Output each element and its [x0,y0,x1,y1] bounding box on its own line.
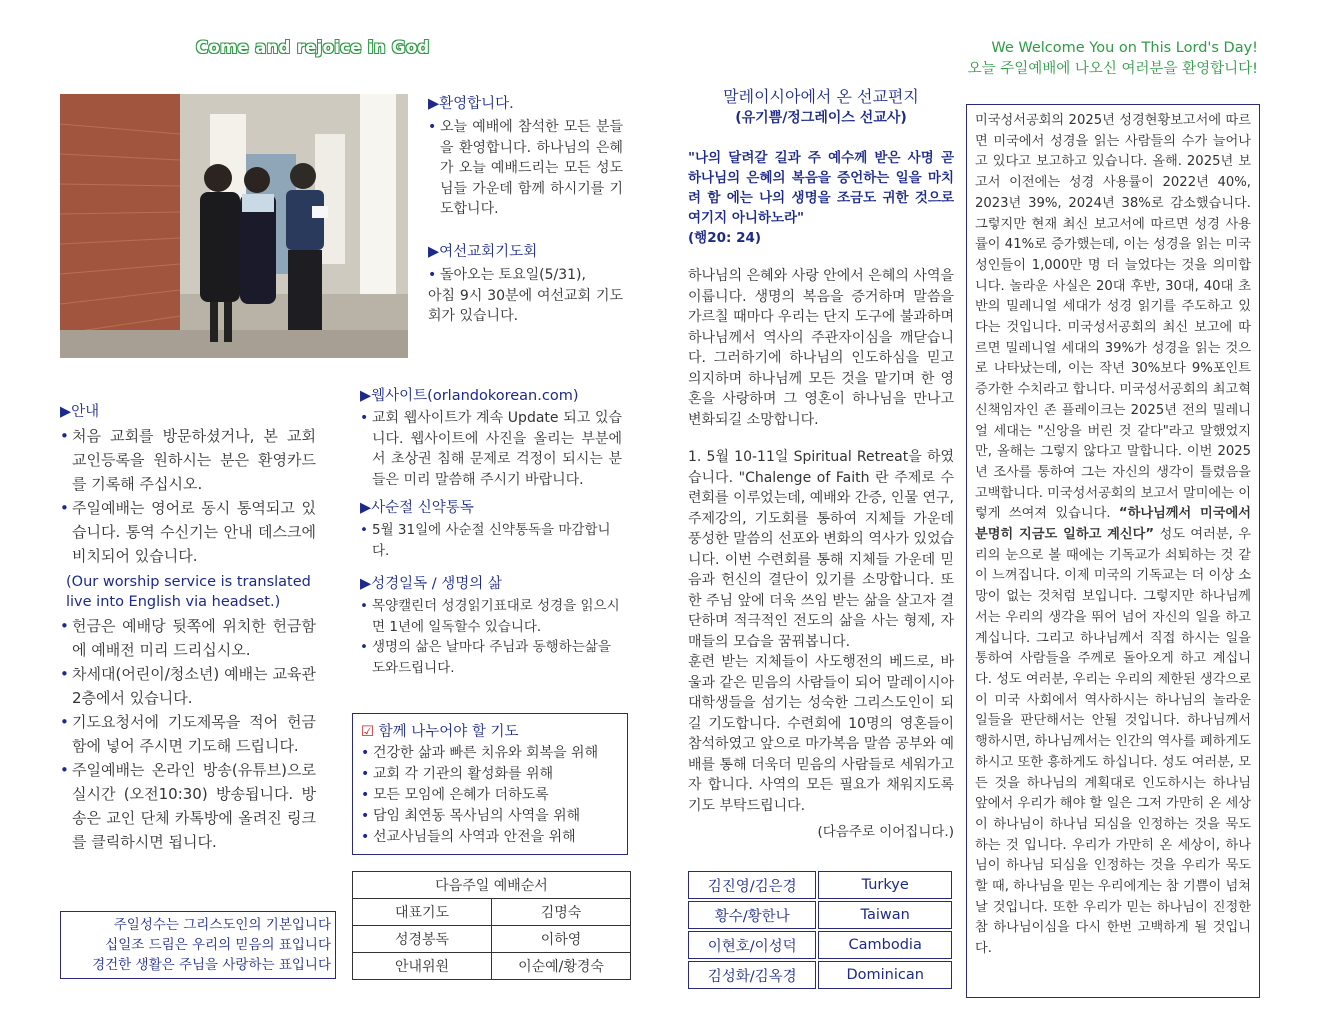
welcome-title: ▶환영합니다. [428,96,514,112]
notice-item: • 헌금은 예배당 뒷쪽에 위치한 헌금함에 예배전 미리 드리십시오. [60,614,316,662]
church-photo-image [60,94,408,358]
prayer-item: • 교회 각 기관의 활성화를 위해 [361,764,619,785]
bible-report-text-before: 미국성서공회의 2025년 성경현황보고서에 따르면 미국에서 성경을 읽는 사람들의 수가 늘어나고 있다고 보고하고 있습니다. 올해. 2025년 보고서 이전에는 성경 사용률이 2022년 40%, 2023년 39%, 2024년 38%로 감소했습니다. 그렇지만 현재 최신 보고서에 따르면 성경 사용률이 41%로 증가했는데, 이는 성경을 읽는 미국 성인들이 1,000만 명 더 늘었다는 것을 의미합니다. 놀라운 사실은 20대 후반, 30대, 40대 초반의 밀레니얼 세대가 성경 읽기를 주도하고 있다는 것입니다. 미국성서공회의 최신 보고에 따르면 밀레니얼 세대의 39%가 성경을 읽는 것으로 나타났는데, 이는 작년 30%보다 9%포인트 증가한 수치라고 합니다. 미국성서공회의 최고혁신책임자인 존 플레이크는 2025년 전의 밀레니얼 세대는 "신앙을 버린 것 같다"라고 말했었지만, 올해는 그렇지 않다고 말합니다. 이번 2025년 조사를 통하여 그는 자신의 생각이 틀렸음을 고백합니다. 미국성서공회의 보고서 말미에는 이렇게 쓰여져 있습니다. [975,113,1251,522]
next-week-title: 다음주일 예배순서 [353,872,631,899]
table-row [353,899,631,926]
table-row [688,901,952,929]
motto-box [60,911,336,979]
motto-line: 주일성수는 그리스도인의 기본입니다 [113,917,331,933]
missionary-country: Cambodia [818,931,952,959]
notice-item: • 주일예배는 온라인 방송(유튜브)으로 실시간 (오전10:30) 방송됩니다. 방송은 교인 단체 카톡방에 올려진 링크를 클릭하시면 됩니다. [60,758,316,854]
table-row [353,953,631,980]
mission-letter-subtitle: (유기쁨/정그레이스 선교사) [735,110,907,126]
welcome-section [428,92,623,220]
next-week-name: 이순예/황경숙 [492,953,631,980]
bible-reading-title: ▶성경일독 / 생명의 삶 [360,576,502,592]
mission-letter-continued: (다음주로 이어집니다.) [817,824,954,840]
bible-reading-item: • 목양캘린더 성경읽기표대로 성경을 읽으시면 1년에 일독할수 있습니다. [360,596,622,637]
website-text: • 교회 웹사이트가 계속 Update 되고 있습니다. 웹사이트에 사진을 올리는 부분에서 초상권 침해 문제로 걱정이 되시는 분들은 미리 말씀해 주시기 바랍니다. [360,408,622,490]
women-prayer-line2: 아침 9시 30분에 여선교회 기도회가 있습니다. [428,287,623,324]
missionary-country: Turkye [818,871,952,899]
table-row [688,961,952,989]
mission-letter-para1: 하나님의 은혜와 사랑 안에서 은혜의 사역을 이룹니다. 생명의 복음을 증거하며 말씀을 가르칠 때마다 우리는 단지 도구에 불과하며 하나님께서 역사의 주관자이심을 깨닫습니다. 그러하기에 하나님의 인도하심을 믿고 의지하며 하나님께 모든 것을 맡기며 한 영혼을 사랑하며 그 영혼이 하나님을 만나고 변화되길 소망합니다. [688,268,954,428]
next-week-name: 이하영 [492,926,631,953]
lent-section [360,496,622,561]
prayer-box [352,713,628,855]
bible-report-text [975,111,1251,960]
prayer-item: • 건강한 삶과 빠른 치유와 회복을 위해 [361,743,619,764]
notice-item: • 차세대(어린이/청소년) 예배는 교육관 2층에서 있습니다. [60,662,316,710]
next-week-role: 성경봉독 [353,926,492,953]
notice-title: ▶안내 [60,404,100,420]
motto-line: 십일조 드림은 우리의 믿음의 표입니다 [105,937,331,953]
missionary-country: Dominican [818,961,952,989]
table-row [353,926,631,953]
bible-report-box [966,104,1260,998]
lent-title: ▶사순절 신약통독 [360,500,474,516]
motto-line: 경건한 생활은 주님을 사랑하는 표입니다 [92,957,331,973]
missionary-names: 황수/황한나 [688,901,816,929]
welcome-text: • 오늘 예배에 참석한 모든 분들을 환영합니다. 하나님의 은혜가 오늘 예배드리는 모든 성도님들 가운데 함께 하시기를 기도합니다. [428,117,623,220]
prayer-item: • 모든 모임에 은혜가 더하도록 [361,785,619,806]
lent-text: • 5월 31일에 사순절 신약통독을 마감합니다. [360,520,622,561]
missionary-names: 김성화/김옥경 [688,961,816,989]
women-prayer-section [428,240,623,327]
header-welcome-english: We Welcome You on This Lord's Day! [991,40,1258,56]
missionary-names: 이현호/이성덕 [688,931,816,959]
missionary-country: Taiwan [818,901,952,929]
women-prayer-line1: • 돌아오는 토요일(5/31), [428,265,623,286]
notice-item: • 기도요청서에 기도제목을 적어 헌금함에 넣어 주시면 기도해 드립니다. [60,710,316,758]
mission-letter-title: 말레이시아에서 온 선교편지 [723,87,919,106]
bible-reading-item: • 생명의 삶은 날마다 주님과 동행하는삶을 도와드립니다. [360,637,622,678]
bible-report-text-after: 성도 여러분, 우리의 눈으로 볼 때에는 기독교가 쇠퇴하는 것 같이 느껴집니다. 이제 미국의 기독교는 더 이상 소망이 없는 것처럼 보입니다. 그렇지만 하나님께서는 우리의 생각을 뛰어 넘어 자신의 일을 하고 계십니다. 그리고 하나님께서 직접 하시는 일을 통하여 사람들을 주께로 돌아오게 하고 계십니다. 성도 여러분, 우리는 우리의 제한된 생각으로 이 미국 사회에서 역사하시는 하나님의 놀라운 일들을 판단해서는 안될 것입니다. 하나님께서 행하시면, 하나님께서는 인간의 역사를 폐하게도 하시고 또한 흥하게도 하십니다. 성도 여러분, 모든 것을 하나님의 계획대로 인도하시는 하나님 앞에서 우리가 해야 할 일은 그저 가만히 온 세상이 하나님이 하나님 되심을 인정하는 것을 묵도하는 것 입니다. 우리가 가만히 온 세상이, 하나님이 하나님 되심을 인정하는 것을 우리가 묵도할 때, 하나님을 믿는 우리에게는 참 기쁨이 넘쳐날 것입니다. 또한 우리가 믿는 하나님이 진정한 참 하나님이심을 다시 한번 고백하게 될 것입니다. [975,527,1252,957]
next-week-table [352,871,631,980]
missionaries-table [686,869,954,991]
next-week-role: 안내위원 [353,953,492,980]
checkbox-icon: ☑ [361,724,374,740]
header-left-title: Come and rejoice in God [196,38,430,57]
mission-letter-para2: 1. 5월 10-11일 Spiritual Retreat을 하였습니다. "Chalenge of Faith 란 주제로 수련회를 이루었는데, 예배와 간증, 인물 연구, 주제강의, 기도회를 통하여 지체들 가운데 풍성한 말씀의 선포와 변화의 역사가 있었습니다. 이번 수련회를 통해 지체들 가운데 믿음과 헌신의 결단이 있기를 소망합니다. 또한 주님 앞에 더욱 쓰임 받는 삶을 살고자 결단하며 적극적인 전도의 삶을 사는 형제, 자매들의 모습을 꿈꿔봅니다. [688,449,954,650]
mission-letter-para3: 훈련 받는 지체들이 사도행전의 베드로, 바울과 같은 믿음의 사람들이 되어 말레이시아 대학생들을 섬기는 성숙한 그리스도인이 되길 기도합니다. 수련회에 10명의 영혼들이 참석하였고 앞으로 마가복음 말씀 공부와 예배를 통해 더욱더 믿음의 사람들로 세워가고자 합니다. 사역의 모든 필요가 채워지도록 기도 부탁드립니다. [688,654,954,814]
church-photo [60,94,408,358]
notice-section [60,400,316,854]
notice-english-note: (Our worship service is translated live into English via headset.) [66,574,311,610]
table-row [688,931,952,959]
website-title: ▶웹사이트(orlandokorean.com) [360,388,579,404]
mission-letter [688,86,954,843]
table-row [688,871,952,899]
header-right [968,38,1258,80]
mission-letter-quote-ref: (행20: 24) [688,230,762,246]
notice-item: • 처음 교회를 방문하셨거나, 본 교회 교인등록을 원하시는 분은 환영카드를 기록해 주십시오. [60,424,316,496]
next-week-role: 대표기도 [353,899,492,926]
bible-reading-section [360,572,622,678]
prayer-item: • 담임 최연동 목사님의 사역을 위해 [361,806,619,827]
header-welcome-korean: 오늘 주일예배에 나오신 여러분을 환영합니다! [967,61,1258,77]
notice-item: • 주일예배는 영어로 동시 통역되고 있습니다. 통역 수신기는 안내 데스크에 비치되어 있습니다. [60,496,316,568]
prayer-box-header [361,720,619,741]
prayer-item: • 선교사님들의 사역과 안전을 위해 [361,827,619,848]
women-prayer-title: ▶여선교회기도회 [428,244,538,260]
bible-report-bold-quote: “하나님께서 미국에서 분명히 지금도 일하고 계신다” [975,506,1251,543]
prayer-box-title: 함께 나누어야 할 기도 [378,724,519,740]
missionary-names: 김진영/김은경 [688,871,816,899]
website-section [360,384,622,490]
mission-letter-quote: "나의 달려갈 길과 주 예수께 받은 사명 곧 하나님의 은혜의 복음을 증언하는 일을 마치려 함 에는 나의 생명을 조금도 귀한 것으로 여기지 아니하노라" [688,150,954,226]
next-week-name: 김명숙 [492,899,631,926]
